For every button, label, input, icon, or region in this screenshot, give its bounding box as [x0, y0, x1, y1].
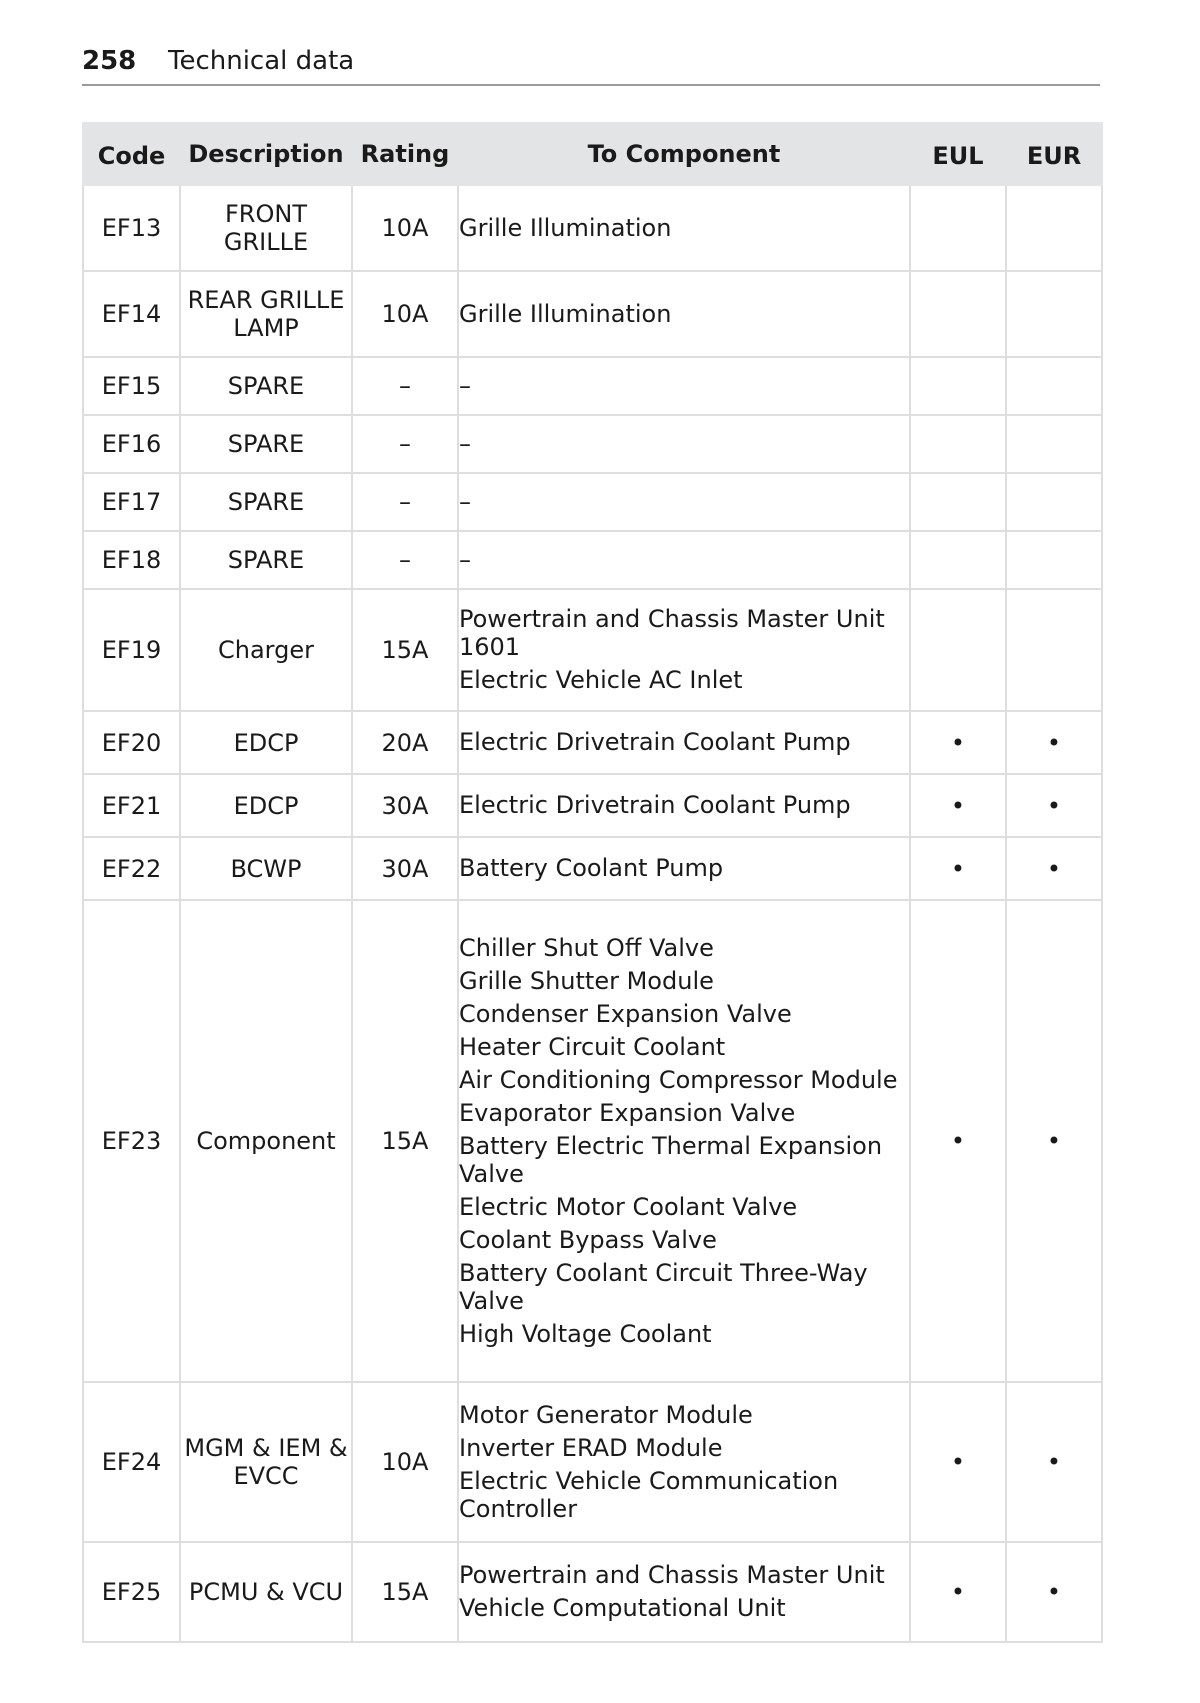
fuse-components — [458, 185, 910, 271]
fuse-components — [458, 271, 910, 357]
component-item: – — [459, 487, 471, 516]
component-item: Coolant Bypass Valve — [459, 1225, 717, 1254]
component-item: Electric Vehicle Communication Controller — [459, 1466, 839, 1523]
eur-marker — [1006, 589, 1102, 711]
component-item: – — [459, 429, 471, 458]
eul-marker — [910, 531, 1006, 589]
component-item: High Voltage Coolant — [459, 1319, 712, 1348]
component-item: Electric Drivetrain Coolant Pump — [459, 728, 851, 756]
column-header-eul: EUL — [910, 123, 1006, 185]
fuse-description: Component — [180, 900, 352, 1382]
eul-marker: • — [910, 1382, 1006, 1542]
page-header — [82, 44, 1100, 86]
component-item: Chiller Shut Off Valve — [459, 933, 714, 962]
fuse-rating: 15A — [352, 1542, 458, 1642]
eul-marker — [910, 185, 1006, 271]
table-row — [83, 774, 1102, 837]
component-item: Motor Generator Module — [459, 1400, 753, 1429]
fuse-rating: 10A — [352, 185, 458, 271]
fuse-components — [458, 900, 910, 1382]
fuse-components — [458, 415, 910, 473]
fuse-code: EF23 — [83, 900, 180, 1382]
component-item: Electric Motor Coolant Valve — [459, 1192, 798, 1221]
table-row — [83, 1542, 1102, 1642]
fuse-description: PCMU & VCU — [180, 1542, 352, 1642]
component-item: Grille Shutter Module — [459, 966, 714, 995]
component-item: – — [459, 371, 471, 400]
component-item: – — [459, 545, 471, 574]
fuse-components — [458, 1542, 910, 1642]
table-row — [83, 711, 1102, 774]
component-item: Evaporator Expansion Valve — [459, 1098, 796, 1127]
fuse-rating: – — [352, 531, 458, 589]
fuse-code: EF21 — [83, 774, 180, 837]
component-item: Inverter ERAD Module — [459, 1433, 723, 1462]
fuse-rating: 10A — [352, 1382, 458, 1542]
eur-marker: • — [1006, 1382, 1102, 1542]
component-item: Electric Vehicle AC Inlet — [459, 666, 743, 694]
eur-marker — [1006, 531, 1102, 589]
component-item: Powertrain and Chassis Master Unit — [459, 1561, 885, 1589]
fuse-description: REAR GRILLE LAMP — [180, 271, 352, 357]
column-header-rating: Rating — [352, 123, 458, 185]
fuse-code: EF14 — [83, 271, 180, 357]
fuse-code: EF19 — [83, 589, 180, 711]
fuse-description: FRONT GRILLE — [180, 185, 352, 271]
table-row — [83, 271, 1102, 357]
eur-marker — [1006, 357, 1102, 415]
eul-marker: • — [910, 774, 1006, 837]
eur-marker — [1006, 185, 1102, 271]
eul-marker: • — [910, 900, 1006, 1382]
section-title: Technical data — [168, 46, 355, 76]
component-item: Battery Electric Thermal Expansion Valve — [459, 1131, 883, 1188]
component-item: Air Conditioning Compressor Module — [459, 1065, 898, 1094]
fuse-code: EF20 — [83, 711, 180, 774]
component-item: Powertrain and Chassis Master Unit 1601 — [459, 605, 885, 661]
component-item: Grille Illumination — [459, 213, 672, 242]
table-row — [83, 185, 1102, 271]
fuse-code: EF22 — [83, 837, 180, 900]
column-header-component: To Component — [458, 123, 910, 185]
fuse-components — [458, 589, 910, 711]
fuse-description: EDCP — [180, 774, 352, 837]
component-item: Battery Coolant Circuit Three-Way Valve — [459, 1258, 868, 1315]
eul-marker — [910, 589, 1006, 711]
fuse-description: SPARE — [180, 531, 352, 589]
fuse-description: SPARE — [180, 357, 352, 415]
fuse-rating: 15A — [352, 900, 458, 1382]
column-header-code: Code — [83, 123, 180, 185]
eur-marker — [1006, 473, 1102, 531]
fuse-rating: – — [352, 415, 458, 473]
column-header-eur: EUR — [1006, 123, 1102, 185]
table-row — [83, 1382, 1102, 1542]
fuse-components — [458, 774, 910, 837]
fuse-rating: – — [352, 357, 458, 415]
fuse-rating: – — [352, 473, 458, 531]
table-header-row — [83, 123, 1102, 185]
fuse-rating: 30A — [352, 837, 458, 900]
fuse-code: EF16 — [83, 415, 180, 473]
fuse-rating: 10A — [352, 271, 458, 357]
fuse-components — [458, 531, 910, 589]
table-body — [83, 185, 1102, 1642]
eur-marker: • — [1006, 837, 1102, 900]
fuse-description: MGM & IEM & EVCC — [180, 1382, 352, 1542]
fuse-code: EF25 — [83, 1542, 180, 1642]
component-item: Heater Circuit Coolant — [459, 1032, 726, 1061]
component-item: Vehicle Computational Unit — [459, 1594, 786, 1622]
fuse-components — [458, 357, 910, 415]
fuse-components — [458, 473, 910, 531]
eur-marker: • — [1006, 900, 1102, 1382]
fuse-code: EF17 — [83, 473, 180, 531]
page-number: 258 — [82, 46, 137, 76]
fuse-components — [458, 711, 910, 774]
column-header-description: Description — [180, 123, 352, 185]
fuse-rating: 15A — [352, 589, 458, 711]
fuse-code: EF13 — [83, 185, 180, 271]
component-item: Condenser Expansion Valve — [459, 999, 792, 1028]
eul-marker — [910, 271, 1006, 357]
eul-marker — [910, 357, 1006, 415]
table-row — [83, 589, 1102, 711]
fuse-rating: 20A — [352, 711, 458, 774]
eur-marker — [1006, 271, 1102, 357]
eur-marker: • — [1006, 711, 1102, 774]
component-item: Battery Coolant Pump — [459, 854, 724, 882]
eur-marker: • — [1006, 774, 1102, 837]
eur-marker — [1006, 415, 1102, 473]
eul-marker: • — [910, 837, 1006, 900]
fuse-description: BCWP — [180, 837, 352, 900]
eul-marker: • — [910, 1542, 1006, 1642]
eur-marker: • — [1006, 1542, 1102, 1642]
eul-marker: • — [910, 711, 1006, 774]
eul-marker — [910, 415, 1006, 473]
fuse-table — [82, 122, 1103, 1643]
component-item: Grille Illumination — [459, 299, 672, 328]
fuse-code: EF15 — [83, 357, 180, 415]
fuse-description: Charger — [180, 589, 352, 711]
component-item: Electric Drivetrain Coolant Pump — [459, 791, 851, 819]
fuse-code: EF18 — [83, 531, 180, 589]
eul-marker — [910, 473, 1006, 531]
table-row — [83, 900, 1102, 1382]
fuse-components — [458, 1382, 910, 1542]
table-row — [83, 837, 1102, 900]
fuse-components — [458, 837, 910, 900]
table-row — [83, 531, 1102, 589]
fuse-description: SPARE — [180, 415, 352, 473]
table-row — [83, 415, 1102, 473]
fuse-code: EF24 — [83, 1382, 180, 1542]
fuse-description: EDCP — [180, 711, 352, 774]
fuse-rating: 30A — [352, 774, 458, 837]
table-row — [83, 473, 1102, 531]
table-row — [83, 357, 1102, 415]
fuse-description: SPARE — [180, 473, 352, 531]
